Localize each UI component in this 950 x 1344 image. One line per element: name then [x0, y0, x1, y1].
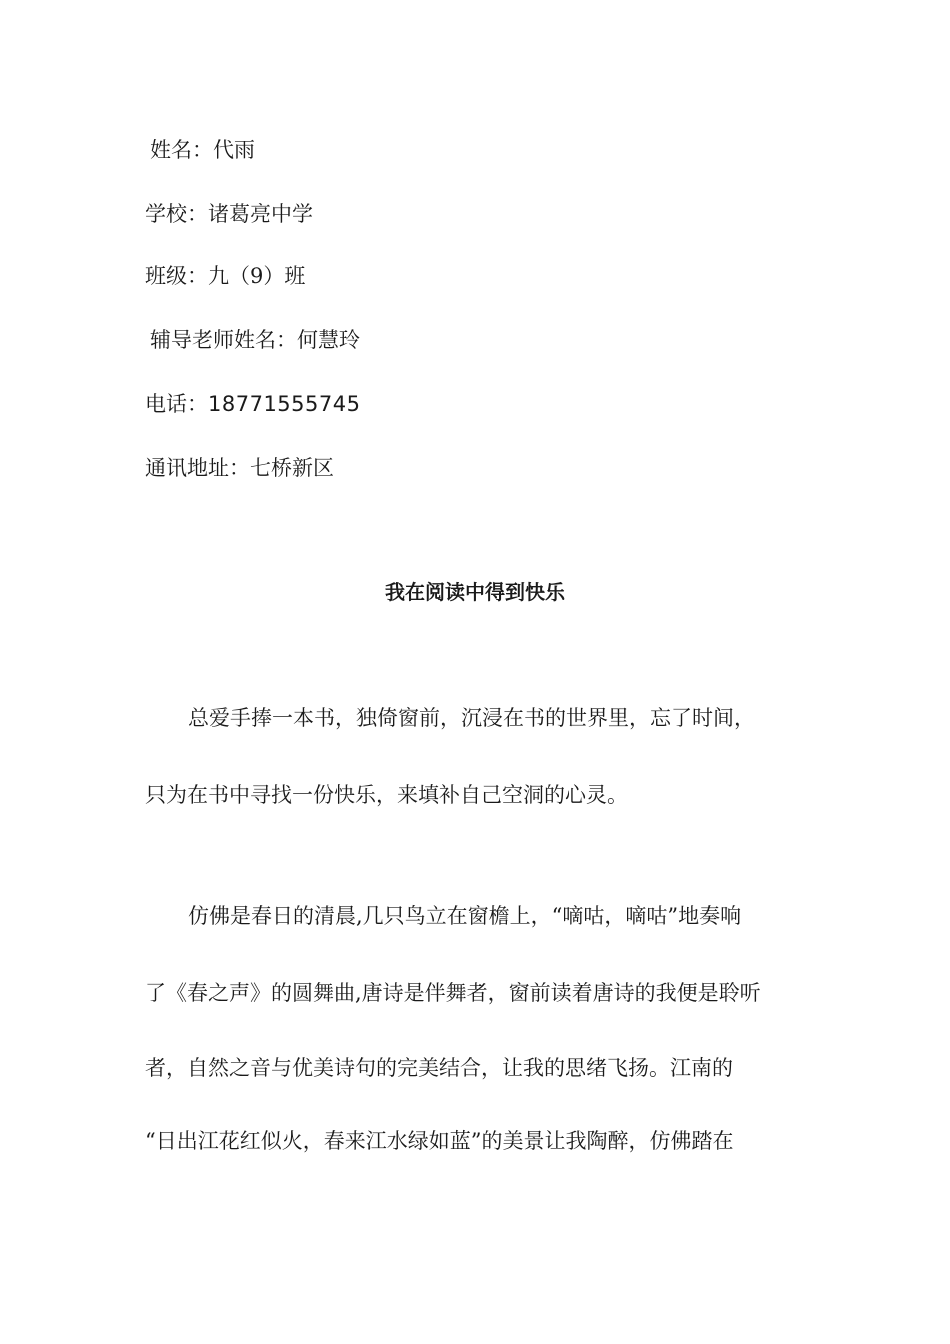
paragraph-line: 了《春之声》的圆舞曲,唐诗是伴舞者，窗前读着唐诗的我便是聆听 — [145, 981, 761, 1005]
class-name: 班级：九（9）班 — [145, 264, 306, 288]
teacher-name: 辅导老师姓名：何慧玲 — [150, 328, 360, 352]
address: 通讯地址：七桥新区 — [145, 456, 334, 480]
school-name: 学校：诸葛亮中学 — [145, 202, 313, 226]
student-name: 姓名：代雨 — [150, 138, 255, 162]
paragraph-line: 者，自然之音与优美诗句的完美结合，让我的思绪飞扬。江南的 — [145, 1056, 733, 1080]
article-title: 我在阅读中得到快乐 — [385, 580, 565, 604]
paragraph-line: 只为在书中寻找一份快乐，来填补自己空洞的心灵。 — [145, 783, 628, 807]
phone-number: 18771555745 — [208, 392, 361, 416]
paragraph-line: 总爱手捧一本书，独倚窗前，沉浸在书的世界里，忘了时间， — [188, 706, 755, 730]
paragraph-line: 仿佛是春日的清晨,几只鸟立在窗檐上，“嘀咕，嘀咕”地奏响 — [188, 904, 742, 928]
paragraph-line: “日出江花红似火，春来江水绿如蓝”的美景让我陶醉，仿佛踏在 — [145, 1129, 734, 1153]
phone-line — [145, 390, 360, 418]
phone-label: 电话： — [145, 392, 208, 416]
